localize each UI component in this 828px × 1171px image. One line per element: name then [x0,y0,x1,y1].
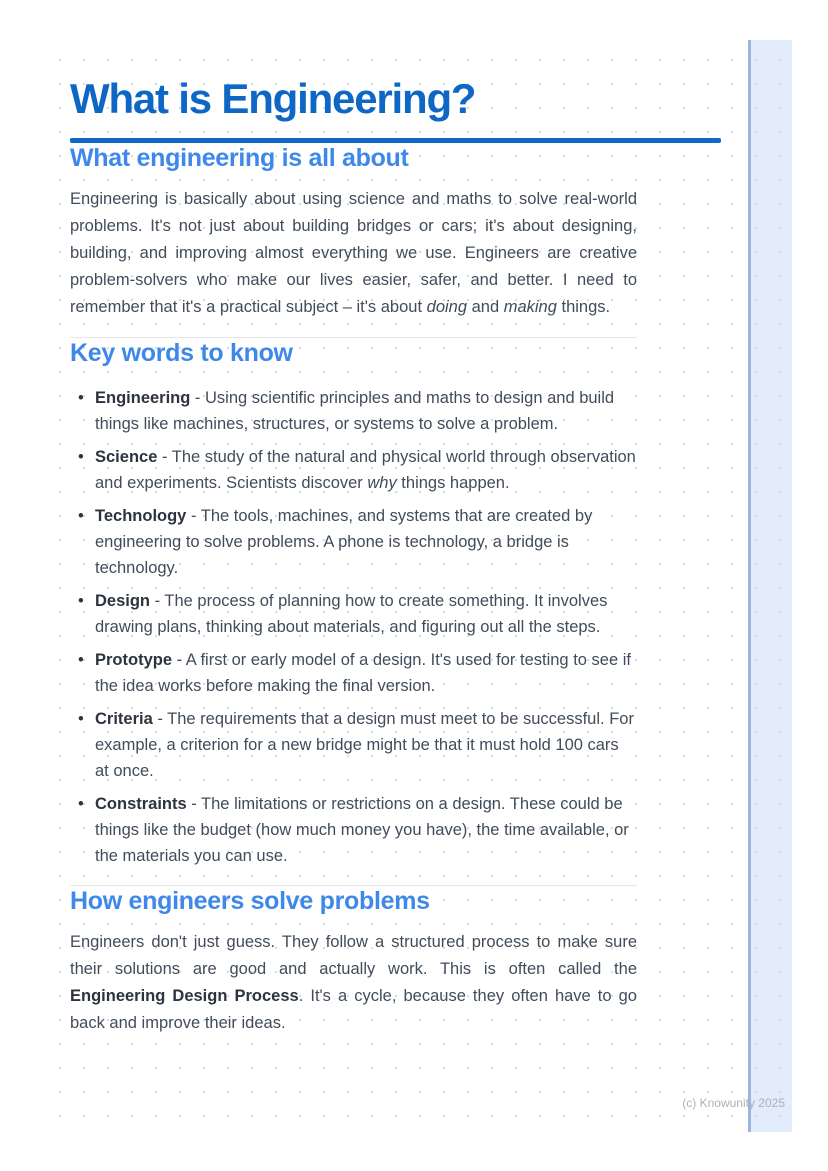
keyword-term: Criteria [95,710,153,729]
keyword-definition: - A first or early model of a design. It's used for testing to see if the idea works before making the final version. [95,651,631,696]
keyword-term: Design [95,592,151,611]
page-content [70,75,637,1037]
list-item-engineering [70,385,637,437]
bullet-marker: • [78,710,84,729]
bullet-marker: • [78,389,84,408]
list-item-criteria [70,706,637,784]
keyword-definition: - The tools, machines, and systems that are created by engineering to solve problems. A phone is technology, a bridge is technology. [95,507,593,578]
keyword-list [70,385,637,869]
section-heading-keywords: Key words to know [70,339,293,368]
list-item-science [70,444,637,496]
process-text-1: Engineers don't just guess. They follow a structured process to make sure their solutions are good and actually work. This is often called the [70,933,637,979]
process-paragraph [70,929,637,1037]
intro-italic-making: making [503,298,557,317]
intro-paragraph [70,186,637,321]
keyword-term: Technology [95,507,187,526]
keyword-definition-tail: things happen. [396,474,510,493]
bullet-marker: • [78,592,84,611]
intro-italic-doing: doing [426,298,468,317]
page-title: What is Engineering? [70,75,476,122]
keyword-definition: - The limitations or restrictions on a design. These could be things like the budget (how much money you have), the time available, or the materials you can use. [95,795,629,866]
keyword-definition: - The study of the natural and physical world through observation and experiments. Scientists discover [95,448,636,493]
list-item-technology [70,503,637,581]
keyword-definition: - The requirements that a design must meet to be successful. For example, a criterion for a new bridge might be that it must hold 100 cars at once. [95,710,634,781]
intro-text-3: things. [556,298,611,317]
intro-text-1: Engineering is basically about using science and maths to solve real-world problems. It's not just about building bridges or cars; it's about designing, building, and improving almost everything we use. Engineers are creative problem-solvers who make our lives easier, safer, and better. I need to remember that it's a practical subject – it's about [70,190,637,317]
keyword-definition: - Using scientific principles and maths to design and build things like machines, structures, or systems to solve a problem. [95,389,615,434]
keyword-definition: - The process of planning how to create something. It involves drawing plans, thinking about materials, and figuring out all the steps. [95,592,608,637]
section-heading-about: What engineering is all about [70,144,409,173]
keyword-term: Prototype [95,651,173,670]
keyword-term: Constraints [95,795,187,814]
notes-page [42,40,792,1132]
bullet-marker: • [78,795,84,814]
list-item-constraints [70,791,637,869]
list-item-design [70,588,637,640]
keyword-term: Engineering [95,389,191,408]
process-text-2: . It's a cycle, because they often have to go back and improve their ideas. [70,987,637,1033]
right-margin-stripe [748,40,792,1132]
bullet-marker: • [78,651,84,670]
keyword-term: Science [95,448,158,467]
bullet-marker: • [78,448,84,467]
intro-text-2: and [467,298,504,317]
list-item-prototype [70,647,637,699]
process-bold-term: Engineering Design Process [70,987,299,1006]
bullet-marker: • [78,507,84,526]
keyword-definition-italic: why [367,474,397,493]
copyright-watermark: (c) Knowunity 2025 [682,1096,785,1110]
section-heading-process: How engineers solve problems [70,887,430,916]
